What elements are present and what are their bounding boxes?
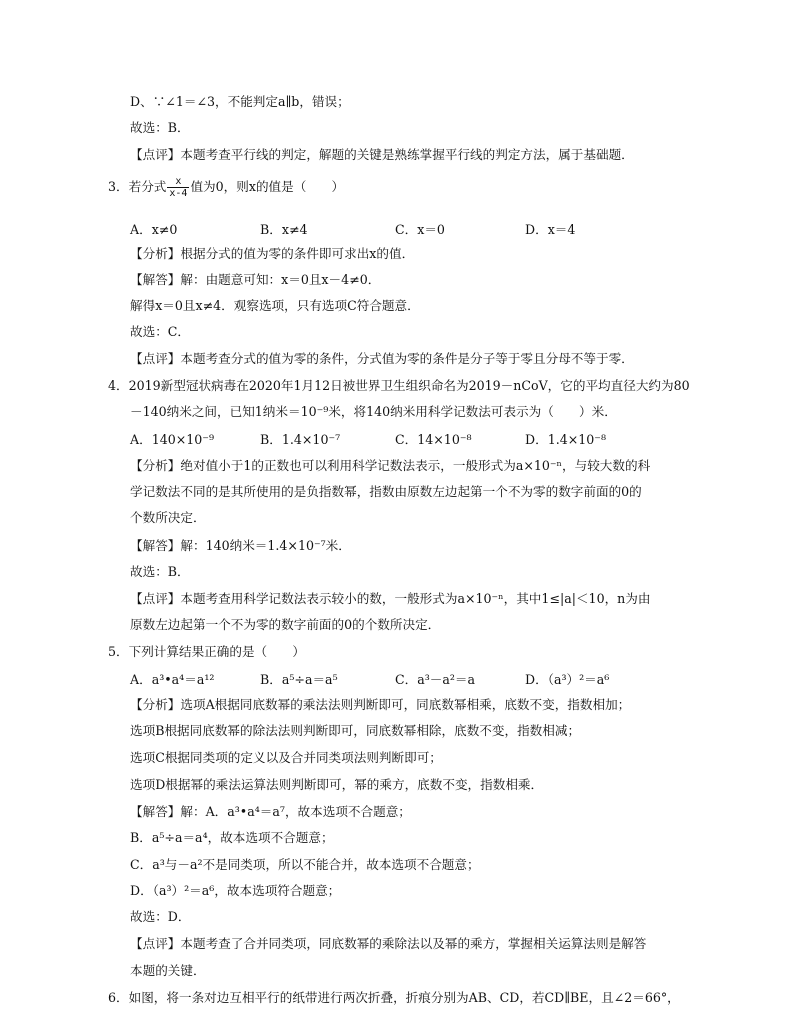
- solution-line: 【解答】解：A．a³•a⁴＝a⁷，故本选项不合题意；: [130, 804, 411, 819]
- analysis-line: 【分析】根据分式的值为零的条件即可求出x的值．: [130, 246, 415, 261]
- option-d: D．x＝4: [525, 222, 576, 237]
- review-line: 【点评】本题考查了合并同类项，同底数幂的乘除法以及幂的乘方，掌握相关运算法则是解答: [130, 936, 647, 951]
- option-b: B．1.4×10⁻⁷: [260, 432, 341, 447]
- text-line: 选项D根据幂的乘法运算法则判断即可，幂的乘方，底数不变，指数相乘．: [130, 777, 544, 792]
- text-line: 故选：B．: [130, 120, 190, 135]
- text-line: 故选：D．: [130, 909, 191, 924]
- option-c: C．14×10⁻⁸: [395, 432, 472, 447]
- text-line: D．（a³）²＝a⁶，故本选项符合题意；: [130, 883, 341, 898]
- text-line: 学记数法不同的是其所使用的是负指数幂，指数由原数左边起第一个不为零的数字前面的0的: [130, 484, 642, 499]
- question-4-line-1: 4．2019新型冠状病毒在2020年1月12日被世界卫生组织命名为2019－nCoV，它的平均直径大约为80: [108, 378, 690, 393]
- text-line: 故选：C．: [130, 324, 191, 339]
- question-5-stem: 5．下列计算结果正确的是（ ）: [108, 644, 305, 659]
- text-line: 故选：B．: [130, 564, 190, 579]
- text-line: 本题的关键．: [130, 963, 206, 978]
- question-4-line-2: －140纳米之间，已知1纳米＝10⁻⁹米，将140纳米用科学记数法可表示为（ ）米．: [130, 404, 617, 419]
- option-a: A．x≠0: [130, 222, 178, 237]
- text-line: B．a⁵÷a＝a⁴，故本选项不合题意；: [130, 830, 334, 845]
- question-6-stem: 6．如图，将一条对边互相平行的纸带进行两次折叠，折痕分别为AB、CD，若CD∥BE，且∠2＝66°，: [108, 990, 680, 1005]
- fraction: [167, 176, 189, 199]
- question-3-prefix: 3．若分式: [108, 179, 167, 194]
- text-line: 选项C根据同类项的定义以及合并同类项法则判断即可；: [130, 750, 442, 765]
- option-b: B．x≠4: [260, 222, 308, 237]
- solution-line: 【解答】解：由题意可知：x＝0且x－4≠0．: [130, 272, 381, 287]
- option-d: D．1.4×10⁻⁸: [525, 432, 606, 447]
- text-line: D、∵∠1＝∠3，不能判定a∥b，错误；: [130, 94, 350, 109]
- fraction-denominator: x-4: [169, 188, 188, 199]
- text-line: C．a³与－a²不是同类项，所以不能合并，故本选项不合题意；: [130, 857, 480, 872]
- text-line: 个数所决定．: [130, 510, 206, 525]
- option-a: A．140×10⁻⁹: [130, 432, 214, 447]
- analysis-line: 【分析】绝对值小于1的正数也可以利用科学记数法表示，一般形式为a×10⁻ⁿ，与较大数的科: [130, 458, 651, 473]
- solution-line: 【解答】解：140纳米＝1.4×10⁻⁷米．: [130, 538, 351, 553]
- review-line: 【点评】本题考查平行线的判定，解题的关键是熟练掌握平行线的判定方法，属于基础题．: [130, 147, 634, 162]
- review-line: 【点评】本题考查用科学记数法表示较小的数，一般形式为a×10⁻ⁿ，其中1≤|a|＜10，n为由: [130, 591, 651, 606]
- text-line: 选项B根据同底数幂的除法法则判断即可，同底数幂相除，底数不变，指数相减；: [130, 723, 581, 738]
- option-b: B．a⁵÷a＝a⁵: [260, 672, 338, 687]
- option-a: A．a³•a⁴＝a¹²: [130, 672, 215, 687]
- review-line: 【点评】本题考查分式的值为零的条件，分式值为零的条件是分子等于零且分母不等于零．: [130, 351, 634, 366]
- analysis-line: 【分析】选项A根据同底数幂的乘法法则判断即可，同底数幂相乘，底数不变，指数相加；: [130, 697, 631, 712]
- option-d: D．（a³）²＝a⁶: [525, 672, 610, 687]
- question-3-stem: [108, 176, 344, 199]
- text-line: 原数左边起第一个不为零的数字前面的0的个数所决定．: [130, 617, 441, 632]
- question-3-suffix: 值为0，则x的值是（ ）: [190, 179, 345, 194]
- option-c: C．x＝0: [395, 222, 445, 237]
- option-c: C．a³－a²＝a: [395, 672, 476, 687]
- text-line: 解得x＝0且x≠4．观察选项，只有选项C符合题意．: [130, 298, 420, 313]
- fraction-numerator: x: [167, 176, 189, 188]
